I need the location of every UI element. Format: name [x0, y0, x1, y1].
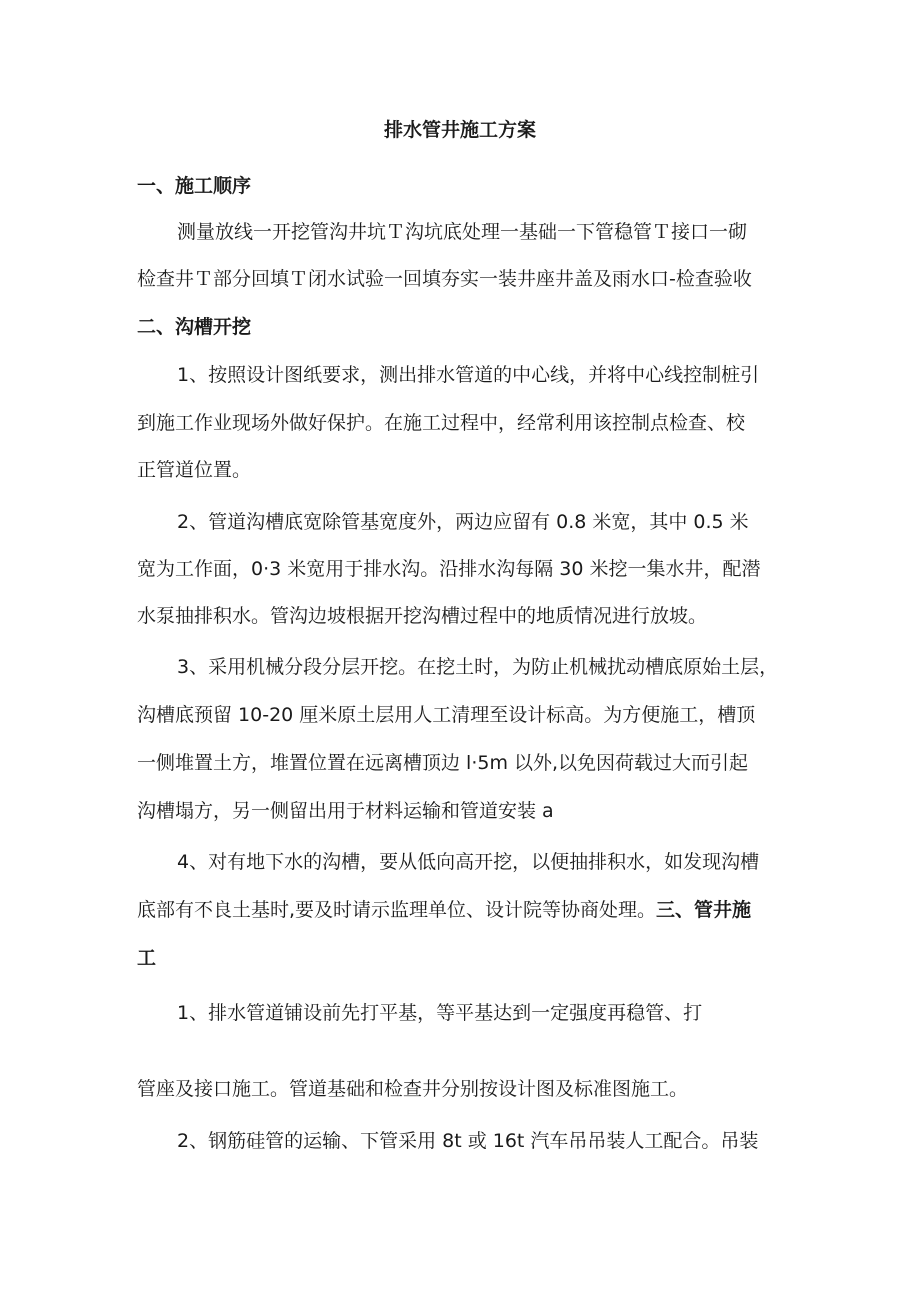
paragraph-text: 底部有不良土基时,要及时请示监理单位、设计院等协商处理。: [137, 899, 657, 921]
paragraph-line: 测量放线一开挖管沟井坑Ｔ沟坑底处理一基础一下管稳管Ｔ接口一砌: [177, 221, 748, 243]
paragraph-line: 4、对有地下水的沟槽，要从低向高开挖，以便抽排积水，如发现沟槽: [177, 851, 760, 873]
section-heading-trench-excavation: 二、沟槽开挖: [137, 316, 252, 338]
paragraph-line: 水泵抽排积水。管沟边坡根据开挖沟槽过程中的地质情况进行放坡。: [137, 605, 708, 627]
paragraph-line: 正管道位置。: [137, 459, 252, 481]
section-heading-well-construction: 三、管井施: [656, 899, 752, 921]
paragraph-line-with-inline-heading: [137, 896, 751, 924]
paragraph-line: 1、排水管道铺设前先打平基，等平基达到一定强度再稳管、打: [177, 1002, 703, 1024]
section-heading-construction-sequence: 一、施工顺序: [137, 175, 252, 197]
document-title: 排水管井施工方案: [383, 119, 536, 141]
paragraph-line: 宽为工作面，0·3 米宽用于排水沟。沿排水沟每隔 30 米挖一集水井，配潜: [137, 558, 761, 580]
paragraph-line: 2、钢筋硅管的运输、下管采用 8t 或 16t 汽车吊吊装人工配合。吊装: [177, 1130, 759, 1152]
paragraph-line: 沟槽底预留 10-20 厘米原土层用人工清理至设计标高。为方便施工，槽顶: [137, 704, 756, 726]
paragraph-line: 沟槽塌方，另一侧留出用于材料运输和管道安装 a: [137, 800, 554, 822]
paragraph-line: 3、采用机械分段分层开挖。在挖土时，为防止机械扰动槽底原始土层，: [177, 656, 779, 678]
paragraph-line: 管座及接口施工。管道基础和检查井分别按设计图及标准图施工。: [137, 1078, 689, 1100]
paragraph-line: 2、管道沟槽底宽除管基宽度外，两边应留有 0.8 米宽，其中 0.5 米: [177, 511, 749, 533]
paragraph-line: 检查井Ｔ部分回填Ｔ闭水试验一回填夯实一装井座井盖及雨水口-检查验收: [137, 268, 752, 290]
paragraph-line: 1、按照设计图纸要求，测出排水管道的中心线，并将中心线控制桩引: [177, 364, 760, 386]
paragraph-line: 一侧堆置土方，堆置位置在远离槽顶边 l·5m 以外,以免因荷载过大而引起: [137, 752, 749, 774]
section-heading-well-construction-continued: 工: [137, 947, 157, 969]
paragraph-line: 到施工作业现场外做好保护。在施工过程中，经常利用该控制点检查、校: [137, 412, 746, 434]
